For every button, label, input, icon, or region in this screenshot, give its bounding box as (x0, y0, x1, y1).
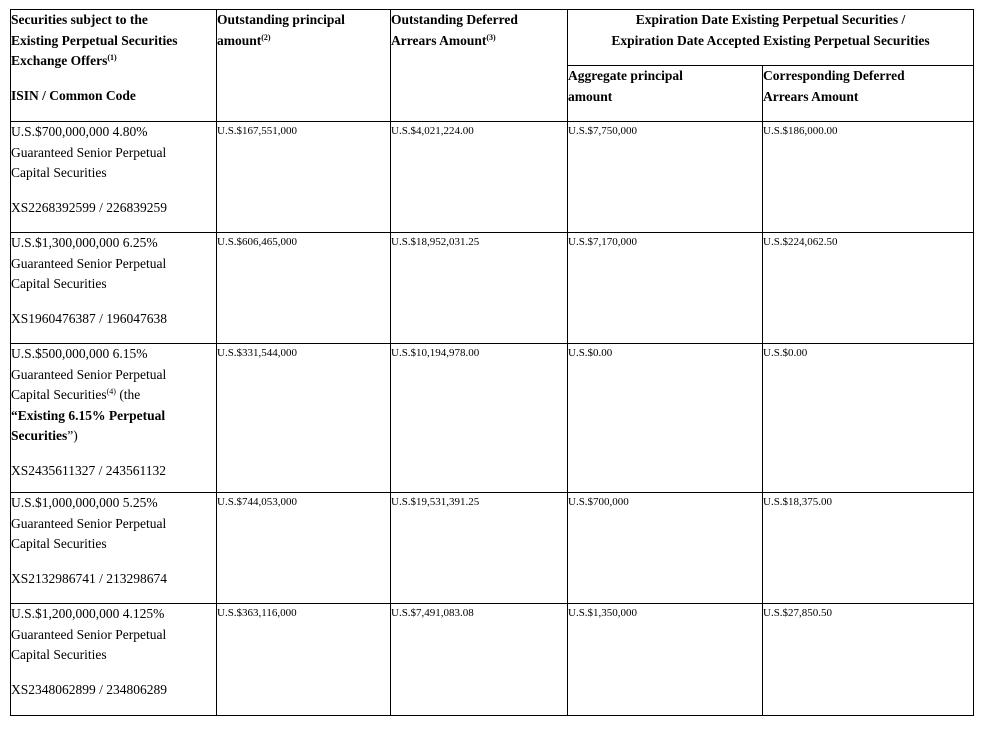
header-aggregate-principal-line2: amount (568, 88, 613, 104)
footnote-ref-3: (3) (486, 32, 496, 42)
isin-code: XS1960476387 / 196047638 (11, 310, 168, 326)
corresponding-arrears-cell (763, 604, 974, 716)
header-deferred-arrears (391, 10, 568, 122)
header-outstanding-principal-line2: amount (217, 32, 262, 48)
deferred-arrears-value: U.S.$4,021,224.00 (391, 125, 474, 137)
header-row (11, 10, 974, 66)
deferred-arrears-cell (391, 604, 568, 716)
isin-code: XS2435611327 / 243561132 (11, 462, 167, 478)
security-line: U.S.$1,200,000,000 4.125% (11, 606, 165, 621)
footnote-ref-2: (2) (261, 32, 271, 42)
corresponding-arrears-value: U.S.$224,062.50 (763, 236, 838, 248)
deferred-arrears-value: U.S.$19,531,391.25 (391, 496, 480, 508)
aggregate-principal-value: U.S.$7,750,000 (568, 125, 638, 137)
deferred-arrears-value: U.S.$7,491,083.08 (391, 607, 474, 619)
outstanding-principal-value: U.S.$167,551,000 (217, 125, 298, 137)
isin-code: XS2348062899 / 234806289 (11, 681, 168, 697)
outstanding-principal-cell (217, 493, 391, 604)
header-corresponding-arrears (763, 66, 974, 122)
security-line: Guaranteed Senior Perpetual (11, 515, 167, 531)
corresponding-arrears-cell (763, 233, 974, 344)
security-line: Capital Securities (11, 647, 107, 662)
security-line: Capital Securities (11, 165, 107, 180)
security-line: Capital Securities (11, 387, 107, 402)
footnote-ref-1: (1) (107, 53, 117, 62)
corresponding-arrears-cell (763, 493, 974, 604)
aggregate-principal-cell (568, 493, 763, 604)
table-row (11, 233, 974, 344)
header-deferred-arrears-line1: Outstanding Deferred (391, 12, 518, 27)
security-line: U.S.$700,000,000 4.80% (11, 124, 148, 139)
security-description (11, 122, 217, 233)
deferred-arrears-value: U.S.$18,952,031.25 (391, 236, 480, 248)
corresponding-arrears-value: U.S.$186,000.00 (763, 125, 838, 137)
defined-term-close: ”) (67, 428, 78, 443)
defined-term-end: Securities (11, 428, 68, 443)
header-corresponding-arrears-line2: Arrears Amount (763, 88, 859, 104)
aggregate-principal-value: U.S.$700,000 (568, 496, 629, 508)
header-deferred-arrears-line2: Arrears Amount (391, 32, 487, 48)
outstanding-principal-value: U.S.$744,053,000 (217, 496, 298, 508)
security-line: U.S.$1,300,000,000 6.25% (11, 235, 158, 250)
header-isin: ISIN / Common Code (11, 87, 136, 103)
aggregate-principal-cell (568, 233, 763, 344)
table-row (11, 122, 974, 233)
isin-code: XS2132986741 / 213298674 (11, 570, 168, 586)
outstanding-principal-value: U.S.$363,116,000 (217, 607, 297, 619)
header-securities-line3: Exchange Offers (11, 53, 108, 68)
isin-code: XS2268392599 / 226839259 (11, 199, 168, 215)
header-expiration-group (568, 10, 974, 66)
security-line-suffix: (the (115, 387, 141, 402)
footnote-ref-4: (4) (106, 387, 116, 396)
security-line: Capital Securities (11, 536, 107, 551)
aggregate-principal-value: U.S.$7,170,000 (568, 236, 638, 248)
header-securities (11, 10, 217, 122)
table-row (11, 493, 974, 604)
aggregate-principal-value: U.S.$0.00 (568, 347, 613, 359)
corresponding-arrears-value: U.S.$0.00 (763, 347, 808, 359)
header-securities-line1: Securities subject to the (11, 12, 148, 27)
security-description (11, 233, 217, 344)
table-row (11, 604, 974, 716)
outstanding-principal-value: U.S.$606,465,000 (217, 236, 298, 248)
header-aggregate-principal (568, 66, 763, 122)
outstanding-principal-cell (217, 122, 391, 233)
outstanding-principal-cell (217, 344, 391, 493)
aggregate-principal-cell (568, 344, 763, 493)
header-expiration-line2: Expiration Date Accepted Existing Perpetual Securities (611, 32, 930, 48)
corresponding-arrears-value: U.S.$18,375.00 (763, 496, 833, 508)
header-outstanding-principal (217, 10, 391, 122)
header-aggregate-principal-line1: Aggregate principal (568, 68, 683, 83)
table-row (11, 344, 974, 493)
security-line: Capital Securities (11, 276, 107, 291)
header-securities-line2: Existing Perpetual Securities (11, 32, 178, 48)
security-line: U.S.$500,000,000 6.15% (11, 346, 148, 361)
header-expiration-line1: Expiration Date Existing Perpetual Securities / (635, 12, 906, 27)
security-line: Guaranteed Senior Perpetual (11, 255, 167, 271)
deferred-arrears-cell (391, 233, 568, 344)
header-corresponding-arrears-line1: Corresponding Deferred (763, 68, 905, 83)
outstanding-principal-cell (217, 604, 391, 716)
security-description (11, 493, 217, 604)
deferred-arrears-cell (391, 493, 568, 604)
securities-table (10, 9, 974, 716)
corresponding-arrears-cell (763, 122, 974, 233)
aggregate-principal-cell (568, 604, 763, 716)
security-line: Guaranteed Senior Perpetual (11, 366, 167, 382)
security-line: Guaranteed Senior Perpetual (11, 626, 167, 642)
security-line: U.S.$1,000,000,000 5.25% (11, 495, 158, 510)
corresponding-arrears-cell (763, 344, 974, 493)
aggregate-principal-value: U.S.$1,350,000 (568, 607, 638, 619)
aggregate-principal-cell (568, 122, 763, 233)
corresponding-arrears-value: U.S.$27,850.50 (763, 607, 833, 619)
deferred-arrears-cell (391, 344, 568, 493)
defined-term: “Existing 6.15% Perpetual (11, 407, 166, 423)
security-description (11, 344, 217, 493)
outstanding-principal-cell (217, 233, 391, 344)
deferred-arrears-value: U.S.$10,194,978.00 (391, 347, 480, 359)
deferred-arrears-cell (391, 122, 568, 233)
outstanding-principal-value: U.S.$331,544,000 (217, 347, 298, 359)
header-outstanding-principal-line1: Outstanding principal (217, 12, 345, 27)
security-description (11, 604, 217, 716)
security-line: Guaranteed Senior Perpetual (11, 144, 167, 160)
